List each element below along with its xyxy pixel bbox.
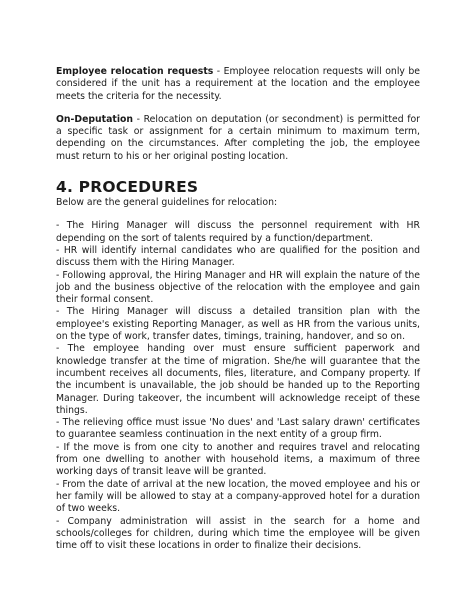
definition-text: - Relocation on deputation (or secondment) is permitted for a specific task or assignment for a certain minimum to maximum term, depending on the circumstances. After completing the job, the employee must return to his or her original posting location. — [56, 113, 420, 162]
document-page — [56, 66, 420, 552]
list-item: - Following approval, the Hiring Manager and HR will explain the nature of the job and the business objective of the relocation with the employee and gain their formal consent. — [56, 269, 420, 306]
list-item: - If the move is from one city to another and requires travel and relocating from one dwelling to another with household items, a maximum of three working days of transit leave will be granted. — [56, 441, 420, 478]
list-item: - From the date of arrival at the new location, the moved employee and his or her family will be allowed to stay at a company-approved hotel for a duration of two weeks. — [56, 478, 420, 515]
definition-term: On-Deputation — [56, 113, 134, 125]
list-item: - HR will identify internal candidates who are qualified for the position and discuss them with the Hiring Manager. — [56, 244, 420, 269]
list-item: - Company administration will assist in the search for a home and schools/colleges for children, during which time the employee will be given time off to visit these locations in order to finalize their decisions. — [56, 515, 420, 552]
section-intro: Below are the general guidelines for relocation: — [56, 197, 278, 209]
list-item: - The Hiring Manager will discuss a detailed transition plan with the employee's existing Reporting Manager, as well as HR from the various units, on the type of work, transfer dates, timings, training, handover, and so on. — [56, 306, 420, 343]
list-item: - The relieving office must issue 'No dues' and 'Last salary drawn' certificates to guarantee seamless continuation in the next entity of a group firm. — [56, 417, 420, 441]
definition-employee-relocation-requests — [56, 66, 420, 103]
section-heading: 4. PROCEDURES — [56, 178, 199, 197]
list-item: - The Hiring Manager will discuss the personnel requirement with HR depending on the sort of talents required by a function/department. — [56, 220, 420, 244]
paragraph-spacer — [56, 103, 420, 114]
list-item: - The employee handing over must ensure sufficient paperwork and knowledge transfer at the time of migration. She/he will guarantee that the incumbent receives all documents, files, literature, and Company property. If the incumbent is unavailable, the job should be handed up to the Reporting Manager. During takeover, the incumbent will acknowledge receipt of these things. — [56, 343, 420, 416]
definition-text: - Employee relocation requests will only be considered if the unit has a requirement at the location and the employee meets the criteria for the necessity. — [56, 66, 420, 102]
definition-term: Employee relocation requests — [56, 66, 214, 77]
definition-on-deputation — [56, 114, 420, 163]
